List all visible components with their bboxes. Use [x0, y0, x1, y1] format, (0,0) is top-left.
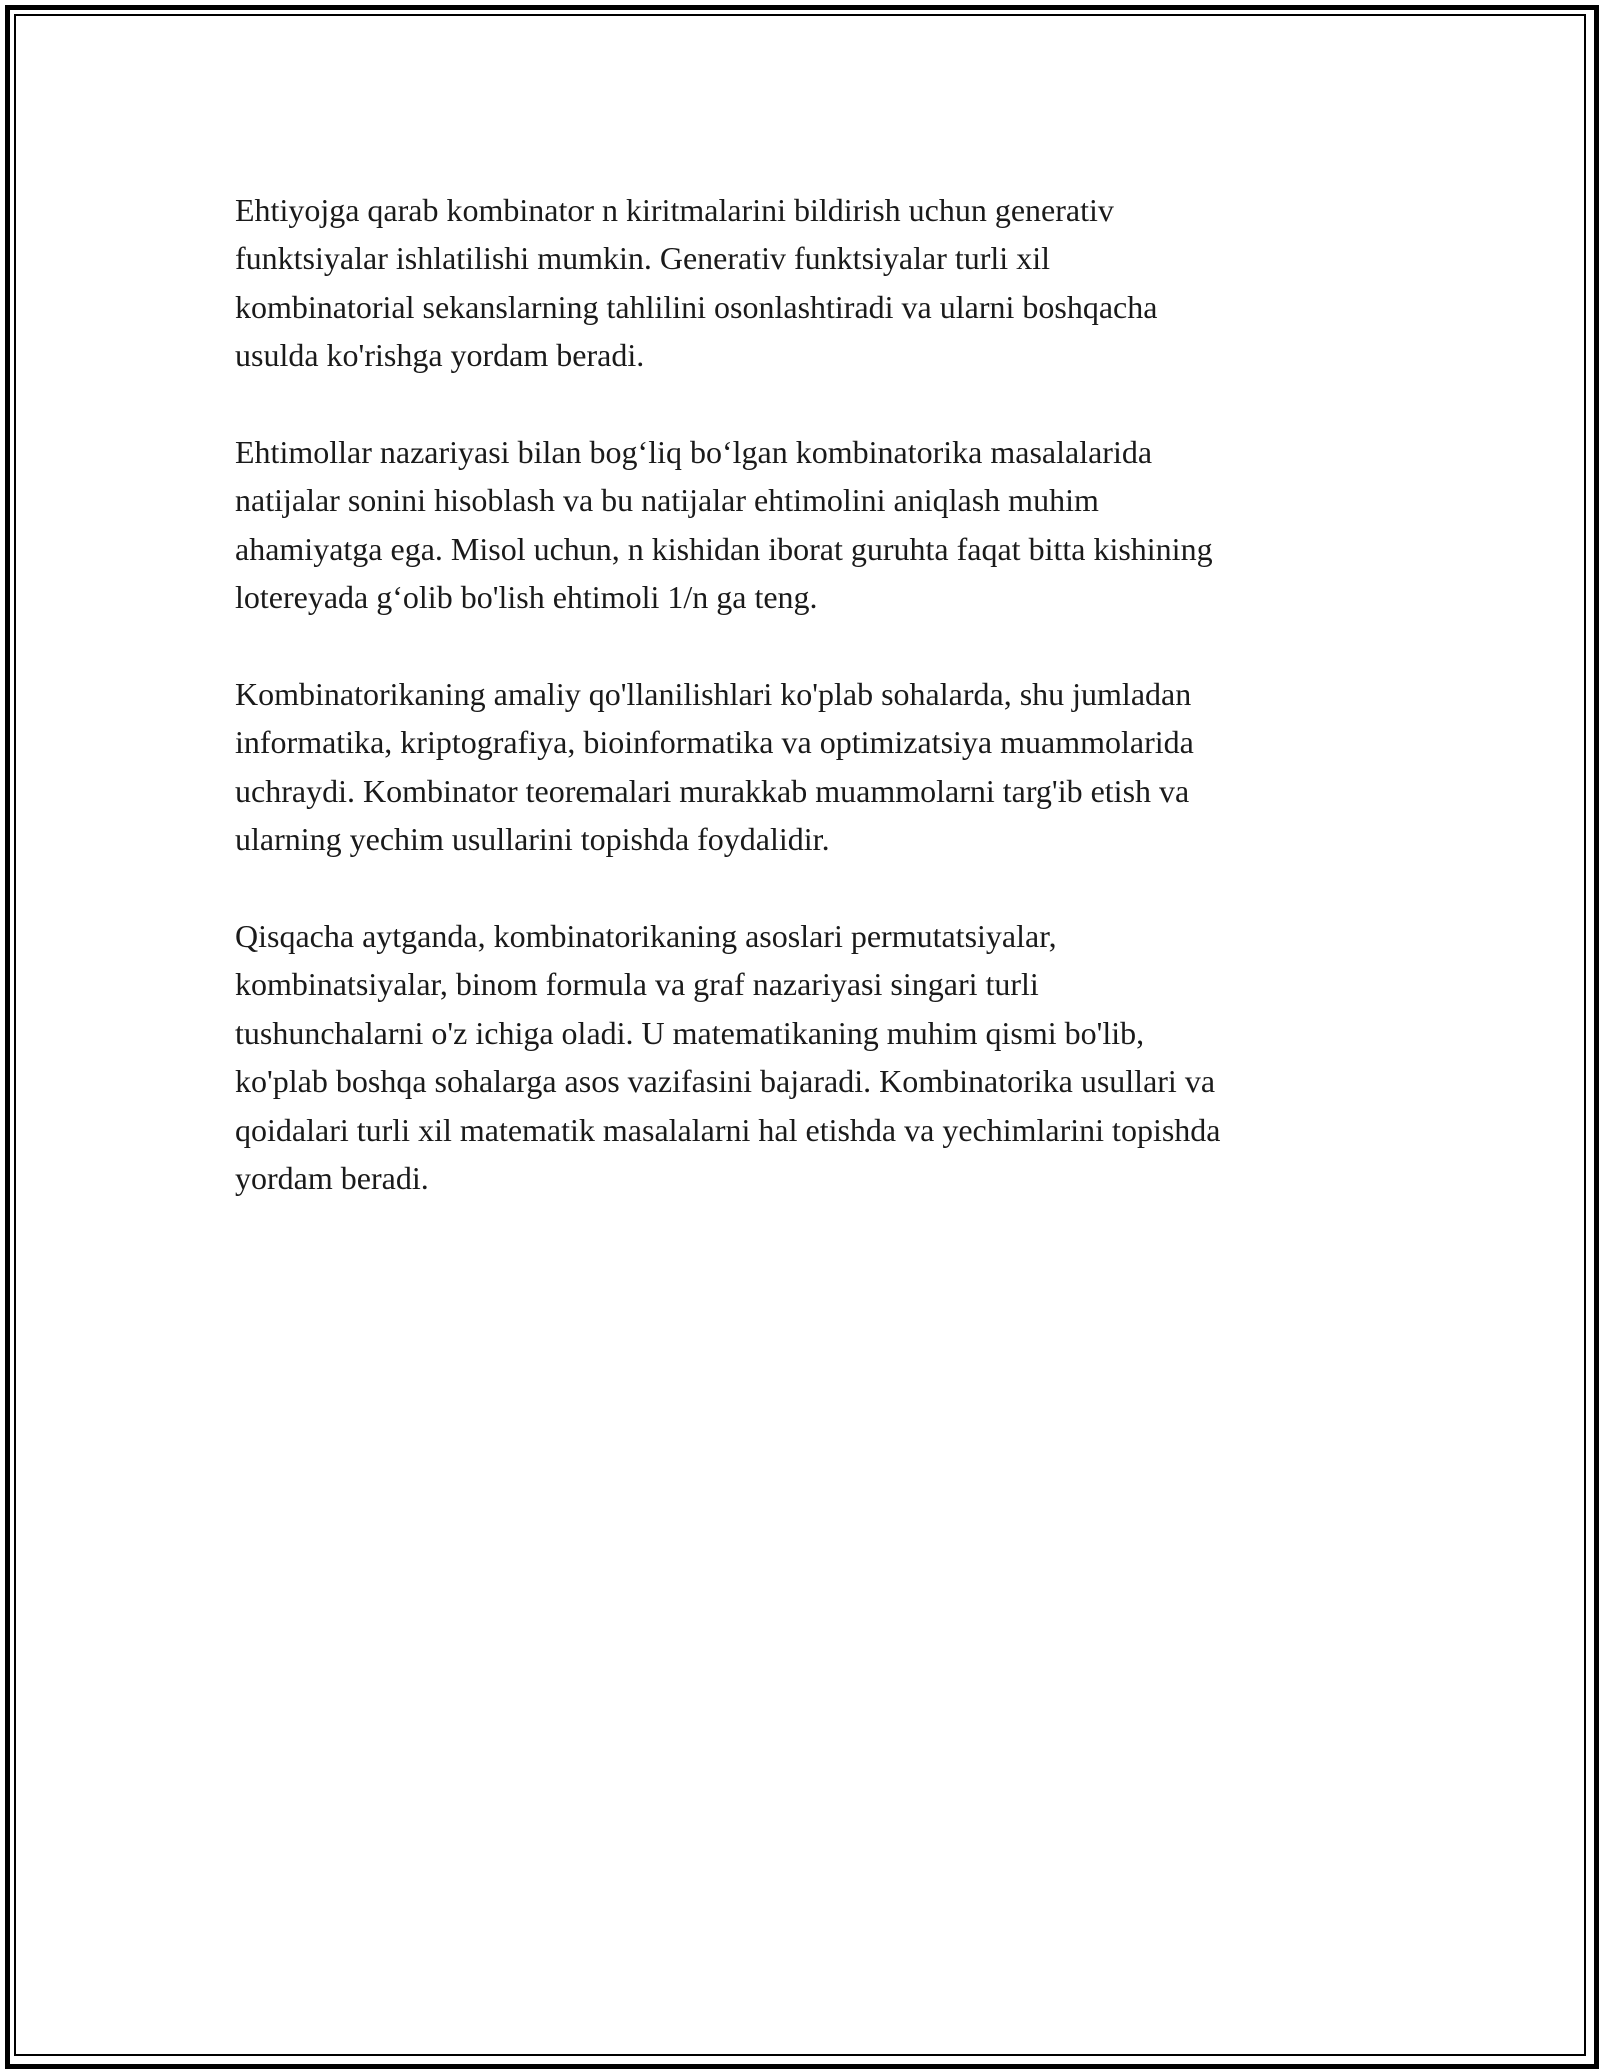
- document-body: [235, 186, 1375, 1251]
- paragraph-applications: Kombinatorikaning amaliy qo'llanilishlari ko'plab sohalarda, shu jumladan informatika, kriptografiya, bioinformatika va optimizatsiya muammolarida uchraydi. Kombinator teoremalari murakkab muammolarni targ'ib etish va ularning yechim usullarini topishda foydalidir.: [235, 676, 1194, 858]
- paragraph-generating-functions: Ehtiyojga qarab kombinator n kiritmalarini bildirish uchun generativ funktsiyalar ishlatilishi mumkin. Generativ funktsiyalar turli xil kombinatorial sekanslarning tahlilini osonlashtiradi va ularni boshqacha usulda ko'rishga yordam beradi.: [235, 192, 1158, 374]
- paragraph-probability: Ehtimollar nazariyasi bilan bog‘liq bo‘lgan kombinatorika masalalarida natijalar sonini hisoblash va bu natijalar ehtimolini aniqlash muhim ahamiyatga ega. Misol uchun, n kishidan iborat guruhta faqat bitta kishining lotereyada g‘olib bo'lish ehtimoli 1/n ga teng.: [235, 434, 1213, 616]
- paragraph-summary: Qisqacha aytganda, kombinatorikaning asoslari permutatsiyalar, kombinatsiyalar, binom formula va graf nazariyasi singari turli tushunchalarni o'z ichiga oladi. U matematikaning muhim qismi bo'lib, ko'plab boshqa sohalarga asos vazifasini bajaradi. Kombinatorika usullari va qoidalari turli xil matematik masalalarni hal etishda va yechimlarini topishda yordam beradi.: [235, 918, 1221, 1197]
